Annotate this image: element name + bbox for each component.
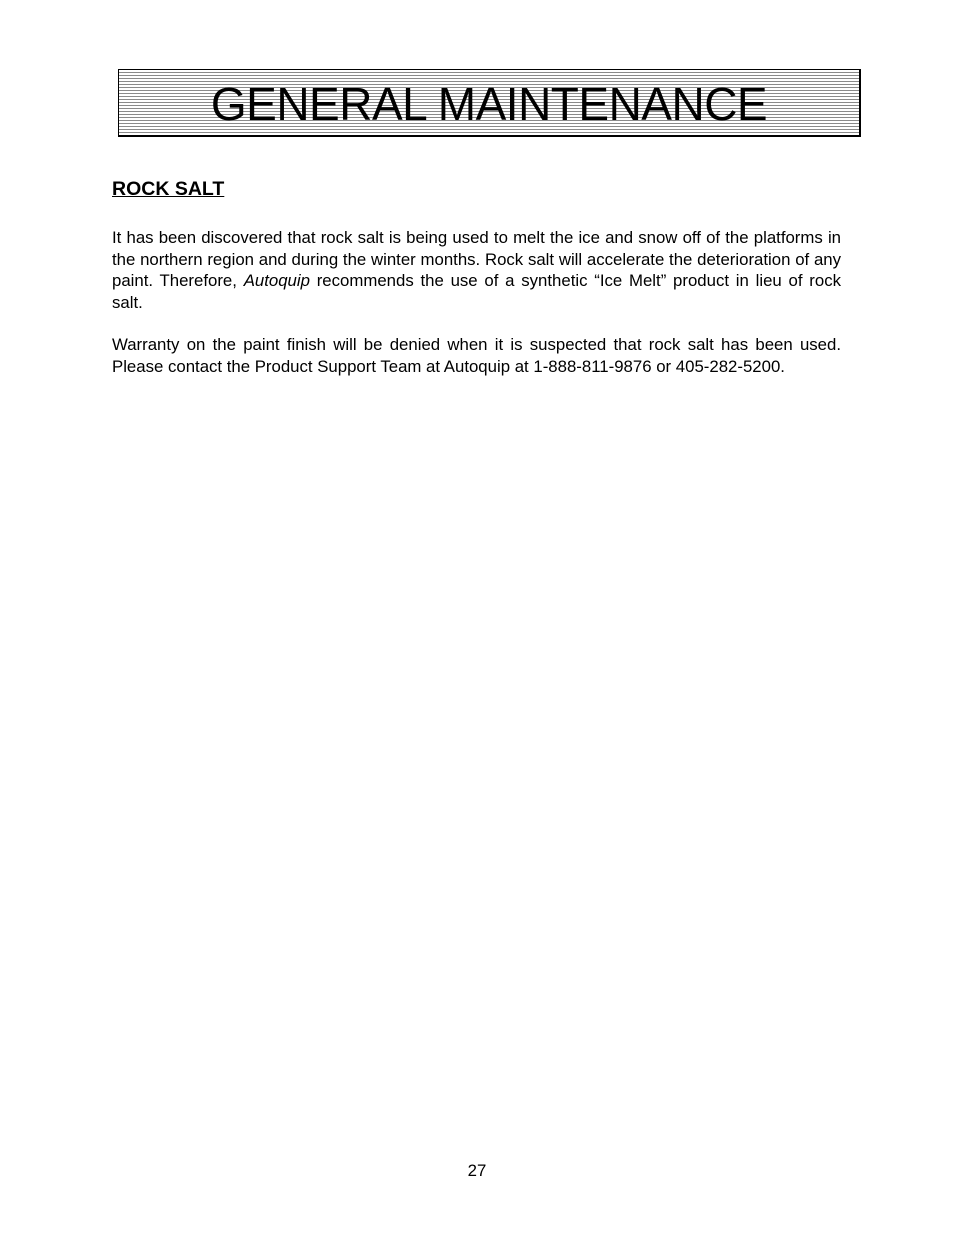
page-title: GENERAL MAINTENANCE: [210, 78, 768, 130]
paragraph-text-end: recommends the use of a synthetic “Ice Melt” product in lieu of rock salt.: [112, 271, 841, 312]
page-number: 27: [467, 1161, 487, 1180]
title-banner: [118, 69, 861, 137]
section-heading: ROCK SALT: [112, 178, 225, 200]
paragraph-rock-salt-usage: [112, 227, 841, 313]
paragraph-text-start: It has been discovered that rock salt is being used to melt the ice and snow off of the platforms in the northern region and during the winter months. Rock salt will accelerate the deterioration of any paint. Therefore,: [112, 228, 841, 291]
brand-name: Autoquip: [243, 271, 310, 291]
paragraph-warranty: Warranty on the paint finish will be denied when it is suspected that rock salt has been used. Please contact the Product Support Team at Autoquip at 1-888-811-9876 or 405-282-5200.: [112, 335, 841, 376]
